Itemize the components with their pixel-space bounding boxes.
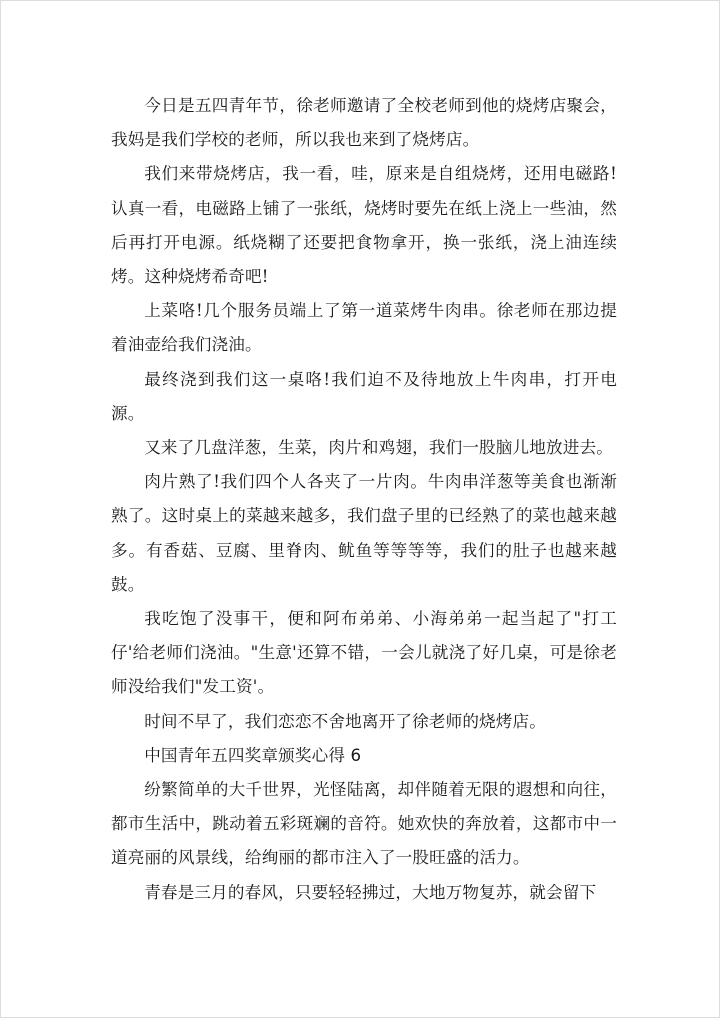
- paragraph: 今日是五四青年节，徐老师邀请了全校老师到他的烧烤店聚会，我妈是我们学校的老师，所以我也来到了烧烤店。: [111, 96, 617, 150]
- paragraph: 最终浇到我们这一桌咯!我们迫不及待地放上牛肉串，打开电源。: [111, 369, 617, 423]
- paragraph: 我吃饱了没事干，便和阿布弟弟、小海弟弟一起当起了"打工仔'给老师们浇油。"生意'还算不错，一会儿就浇了好几桌，可是徐老师没给我们"发工资'。: [111, 609, 617, 697]
- paragraph: 纷繁简单的大千世界，光怪陆离，却伴随着无限的遐想和向往，都市生活中，跳动着五彩斑斓的音符。她欢快的奔放着，这都市中一道亮丽的风景线，给绚丽的都市注入了一股旺盛的活力。: [111, 780, 617, 868]
- paragraph: 上菜咯!几个服务员端上了第一道菜烤牛肉串。徐老师在那边提着油壶给我们浇油。: [111, 301, 617, 355]
- paragraph: 时间不早了，我们恋恋不舍地离开了徐老师的烧烤店。: [144, 711, 547, 731]
- paragraph: 我们来带烧烤店，我一看，哇，原来是自组烧烤，还用电磁路!认真一看，电磁路上铺了一张纸，烧烤时要先在纸上浇上一些油，然后再打开电源。纸烧糊了还要把食物拿开，换一张纸，浇上油连续烤。这种烧烤希奇吧!: [111, 164, 617, 287]
- section-heading: 中国青年五四奖章颁奖心得 6: [144, 745, 362, 765]
- paragraph: 又来了几盘洋葱，生菜，肉片和鸡翅，我们一股脑儿地放进去。: [144, 438, 614, 458]
- paragraph: 肉片熟了!我们四个人各夹了一片肉。牛肉串洋葱等美食也渐渐熟了。这时桌上的菜越来越多，我们盘子里的已经熟了的菜也越来越多。有香菇、豆腐、里脊肉、鱿鱼等等等等，我们的肚子也越来越鼓。: [111, 472, 617, 594]
- document-body: [111, 89, 617, 910]
- paragraph: 青春是三月的春风，只要轻轻拂过，大地万物复苏，就会留下: [144, 882, 597, 902]
